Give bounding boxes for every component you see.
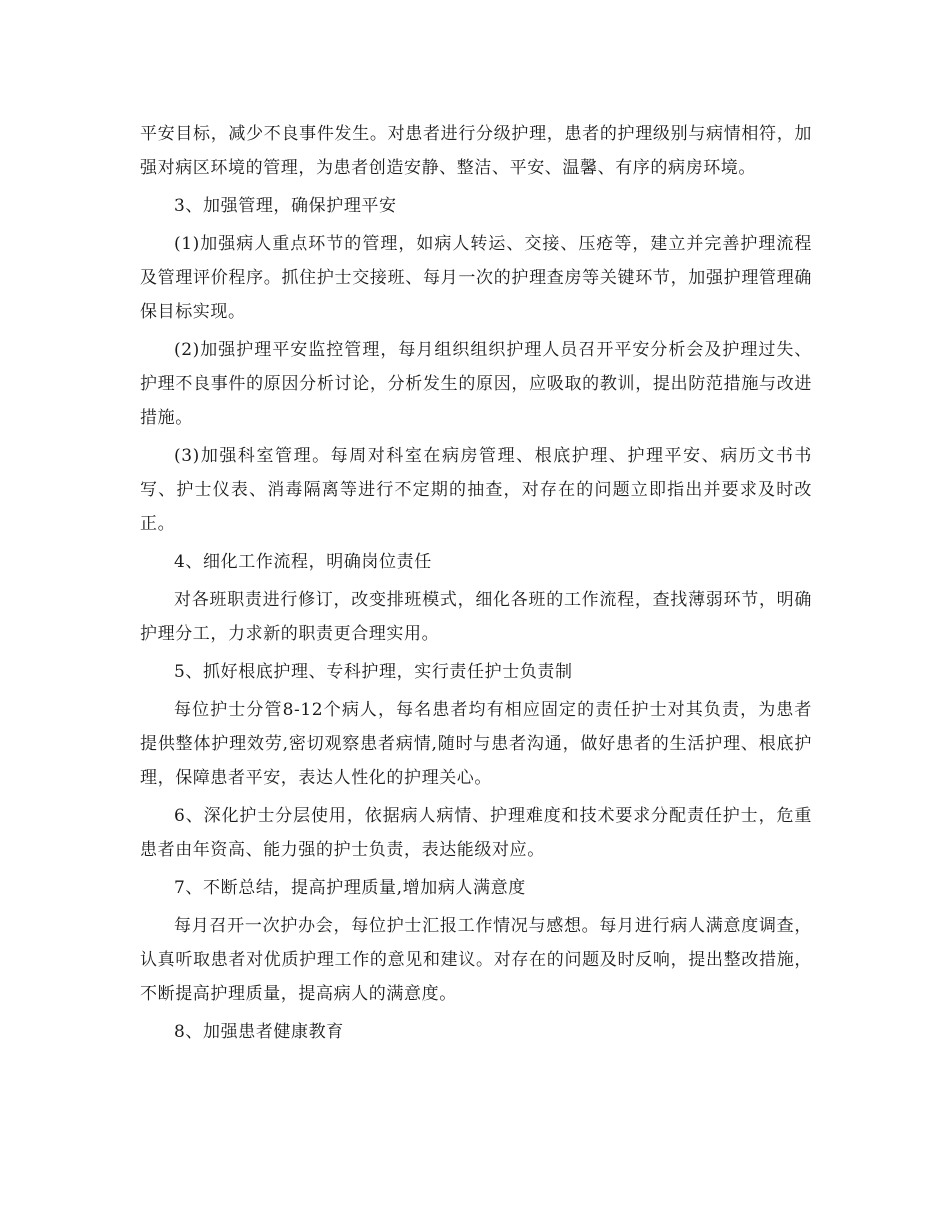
paragraph-4: 对各班职责进行修订，改变排班模式，细化各班的工作流程，查找薄弱环节，明确护理分工，力求新的职责更合理实用。 [140,590,812,644]
paragraph-3-1: (1)加强病人重点环节的管理，如病人转运、交接、压疮等，建立并完善护理流程及管理评价程序。抓住护士交接班、每月一次的护理查房等关键环节，加强护理管理确保目标实现。 [140,234,812,322]
paragraph-6: 6、深化护士分层使用，依据病人病情、护理难度和技术要求分配责任护士，危重患者由年资高、能力强的护士负责，表达能级对应。 [140,806,812,860]
paragraph-continuation: 平安目标，减少不良事件发生。对患者进行分级护理，患者的护理级别与病情相符，加强对病区环境的管理，为患者创造安静、整洁、平安、温馨、有序的病房环境。 [140,124,812,178]
section-heading-8: 8、加强患者健康教育 [174,1022,344,1042]
section-heading-7: 7、不断总结，提高护理质量,增加病人满意度 [174,878,526,898]
paragraph-3-3: (3)加强科室管理。每周对科室在病房管理、根底护理、护理平安、病历文书书写、护士仪表、消毒隔离等进行不定期的抽查，对存在的问题立即指出并要求及时改正。 [140,446,812,534]
paragraph-5: 每位护士分管8-12个病人，每名患者均有相应固定的责任护士对其负责，为患者提供整体护理效劳,密切观察患者病情,随时与患者沟通，做好患者的生活护理、根底护理，保障患者平安，表达人性化的护理关心。 [140,700,812,788]
section-heading-4: 4、细化工作流程，明确岗位责任 [174,552,432,572]
section-heading-3: 3、加强管理，确保护理平安 [174,196,397,216]
section-heading-5: 5、抓好根底护理、专科护理，实行责任护士负责制 [174,662,573,682]
document-body [140,117,812,1053]
paragraph-7: 每月召开一次护办会，每位护士汇报工作情况与感想。每月进行病人满意度调查，认真听取患者对优质护理工作的意见和建议。对存在的问题及时反响，提出整改措施，不断提高护理质量，提高病人的满意度。 [140,916,812,1004]
paragraph-3-2: (2)加强护理平安监控管理，每月组织组织护理人员召开平安分析会及护理过失、护理不良事件的原因分析讨论，分析发生的原因，应吸取的教训，提出防范措施与改进措施。 [140,340,812,428]
